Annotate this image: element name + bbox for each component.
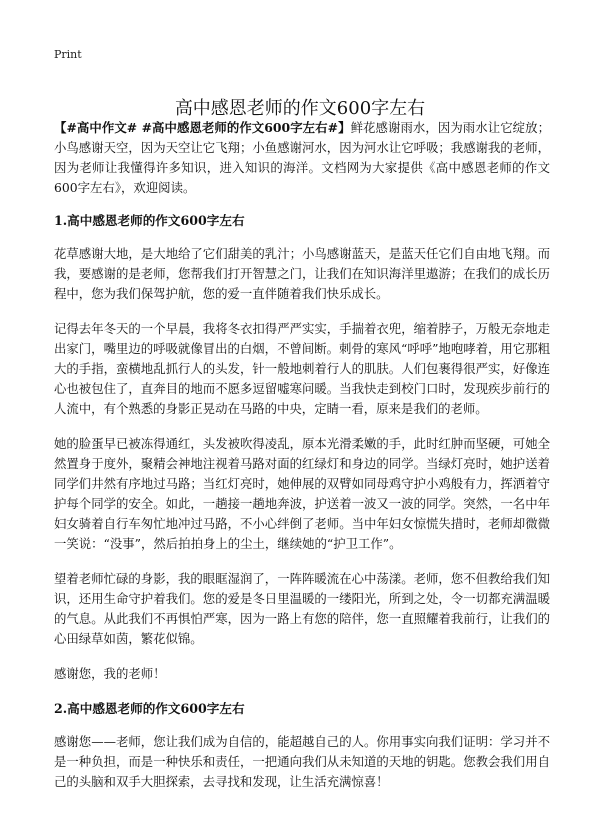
document-body [54,118,550,807]
section-2-heading: 2.高中感恩老师的作文600字左右 [54,701,245,716]
intro-text: 鲜花感谢雨水，因为雨水让它绽放；小鸟感谢天空，因为天空让它飞翔；小鱼感谢河水，因为河水让它呼吸；我感谢我的老师，因为老师让我懂得许多知识，进入知识的海洋。文档网为大家提供《高中感恩老师的作文600字左右》，欢迎阅读。 [54,120,550,195]
section-1-paragraph-3: 她的脸蛋早已被冻得通红，头发被吹得凌乱，原本光滑柔嫩的手，此时红肿而坚硬，可她全然置身于度外，聚精会神地注视着马路对面的红绿灯和身边的同学。当绿灯亮时，她护送着同学们井然有序地过马路；当红灯亮时，她伸展的双臂如同母鸡守护小鸡般有力，挥洒着守护每个同学的安全。如此，一趟接一趟地奔波，护送着一波又一波的同学。突然，一名中年妇女骑着自行车匆忙地冲过马路，不小心绊倒了老师。当中年妇女惊慌失措时，老师却微微一笑说：“没事”，然后拍拍身上的尘土，继续她的“护卫工作”。 [54,436,550,551]
section-1-paragraph-5: 感谢您，我的老师！ [54,666,166,681]
section-1-paragraph-4: 望着老师忙碌的身影，我的眼眶湿润了，一阵阵暖流在心中荡漾。老师，您不但教给我们知识，还用生命守护着我们。您的爱是冬日里温暖的一缕阳光，所到之处，令一切都充满温暖的气息。从此我们不再惧怕严寒，因为一路上有您的陪伴，您一直照耀着我前行，让我们的心田绿草如茵，繁花似锦。 [54,571,550,646]
print-label[interactable]: Print [54,48,82,61]
intro-paragraph [54,118,550,198]
intro-tag: 【#高中作文# #高中感恩老师的作文600字左右#】 [54,120,351,135]
section-1-paragraph-2: 记得去年冬天的一个早晨，我将冬衣扣得严严实实，手揣着衣兜，缩着脖子，万般无奈地走出家门，嘴里边的呼吸就像冒出的白烟，不曾间断。刺骨的寒风“呼呼”地咆哮着，用它那粗大的手指，蛮横地乱抓行人的头发，针一般地刺着行人的肌肤。人们包裹得很严实，好像连心也被包住了，直奔目的地而不愿多逗留嘘寒问暖。当我快走到校门口时，发现疾步前行的人流中，有个熟悉的身影正晃动在马路的中央，定睛一看，原来是我们的老师。 [54,321,550,416]
page-title: 高中感恩老师的作文600字左右 [174,98,426,120]
section-1-heading: 1.高中感恩老师的作文600字左右 [54,213,245,228]
section-2-paragraph-1: 感谢您——老师，您让我们成为自信的，能超越自己的人。你用事实向我们证明：学习并不是一种负担，而是一种快乐和责任，一把通向我们从未知道的天地的钥匙。您教会我们用自己的头脑和双手大胆探索，去寻找和发现，让生活充满惊喜！ [54,734,550,789]
section-1-paragraph-1: 花草感谢大地，是大地给了它们甜美的乳汁；小鸟感谢蓝天，是蓝天任它们自由地飞翔。而我，要感谢的是老师，您帮我们打开智慧之门，让我们在知识海洋里遨游；在我们的成长历程中，您为我们保驾护航，您的爱一直伴随着我们快乐成长。 [54,246,550,301]
